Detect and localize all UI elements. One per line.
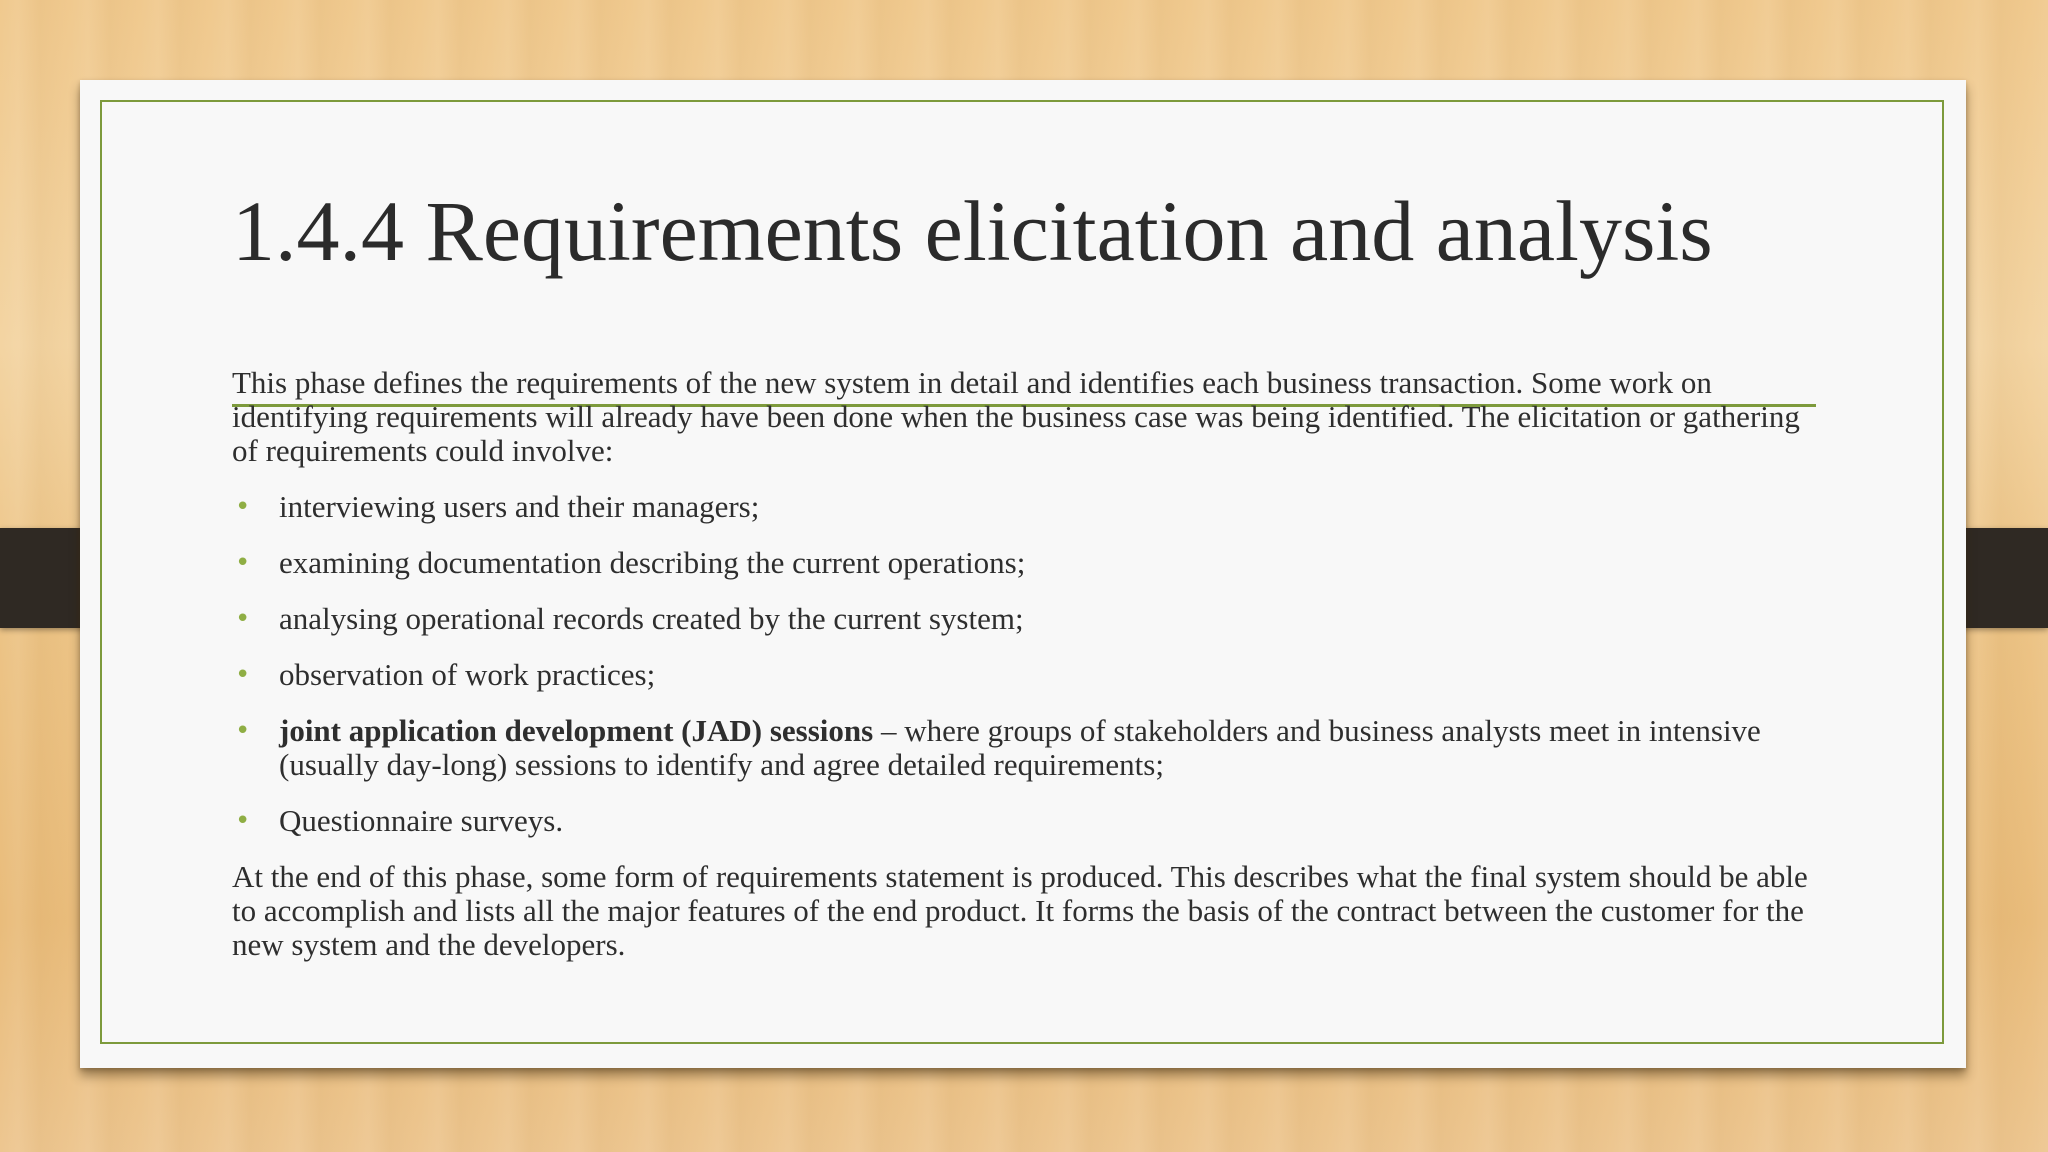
bullet-icon: • xyxy=(235,604,251,634)
bullet-text: examining documentation describing the current operations; xyxy=(279,545,1026,580)
list-item xyxy=(232,490,1832,524)
list-item xyxy=(232,714,1832,782)
bullet-icon: • xyxy=(235,548,251,578)
bullet-list xyxy=(232,490,1832,838)
bullet-text: interviewing users and their managers; xyxy=(279,489,760,524)
bullet-icon: • xyxy=(235,716,251,746)
bullet-icon: • xyxy=(235,660,251,690)
bullet-text: – where groups of stakeholders and business analysts meet in intensive (usually day-long) sessions to identify and agree detailed requirements; xyxy=(279,713,1761,782)
slide-title: 1.4.4 Requirements elicitation and analysis xyxy=(232,183,1713,279)
list-item xyxy=(232,804,1832,838)
slide xyxy=(80,80,1966,1068)
list-item xyxy=(232,546,1832,580)
bullet-icon: • xyxy=(235,492,251,522)
bullet-text: Questionnaire surveys. xyxy=(279,803,564,838)
bullet-bold-text: joint application development (JAD) sessions xyxy=(279,713,874,748)
intro-paragraph: This phase defines the requirements of the new system in detail and identifies each business transaction. Some work on identifying requirements will already have been done when the business case was being identified. The elicitation or gathering of requirements could involve: xyxy=(232,365,1800,468)
list-item xyxy=(232,658,1832,692)
slide-body xyxy=(232,366,1832,962)
conclusion-paragraph: At the end of this phase, some form of requirements statement is produced. This describes what the final system should be able to accomplish and lists all the major features of the end product. It forms the basis of the contract between the customer for the new system and the developers. xyxy=(232,859,1808,962)
bullet-text: observation of work practices; xyxy=(279,657,656,692)
bullet-icon: • xyxy=(235,806,251,836)
bullet-text: analysing operational records created by the current system; xyxy=(279,601,1024,636)
list-item xyxy=(232,602,1832,636)
